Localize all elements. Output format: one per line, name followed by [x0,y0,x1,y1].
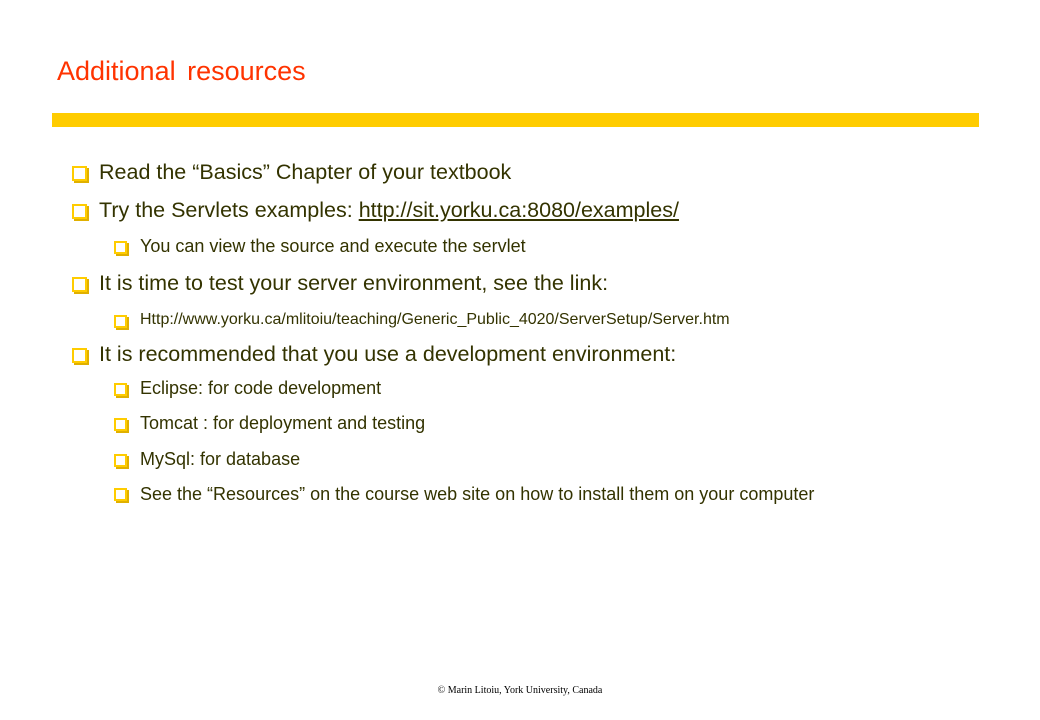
sub-bullet-item [114,449,300,470]
title-underline-bar [52,113,979,127]
sub-bullet-item [114,480,930,509]
bullet-text: It is time to test your server environment, see the link: [99,271,609,295]
sub-bullet-item [114,311,730,329]
sub-bullet-text: You can view the source and execute the servlet [140,236,526,256]
copyright-footer: © Marin Litoiu, York University, Canada [437,685,603,696]
sub-bullet-item [114,236,526,257]
servlet-examples-link[interactable]: http://sit.yorku.ca:8080/examples/ [358,198,679,222]
bullet-text: It is recommended that you use a development environment: [99,342,677,366]
bullet-item [72,160,511,185]
checkbox-bullet-icon [72,348,87,363]
sub-bullet-item [114,413,425,434]
bullet-item [72,342,676,367]
checkbox-bullet-icon [114,454,127,467]
checkbox-bullet-icon [72,166,87,181]
checkbox-bullet-icon [114,488,127,501]
server-setup-url: Http://www.yorku.ca/mlitoiu/teaching/Generic_Public_4020/ServerSetup/Server.htm [140,311,730,328]
sub-bullet-text: Tomcat : for deployment and testing [140,413,426,433]
checkbox-bullet-icon [72,204,87,219]
bullet-text [72,198,679,223]
checkbox-bullet-icon [114,418,127,431]
checkbox-bullet-icon [114,315,127,328]
sub-bullet-text: MySql: for database [140,449,301,469]
slide-title: Additional resources [57,56,306,86]
bullet-item [72,271,608,296]
bullet-prefix: Try the Servlets examples: [99,198,359,222]
checkbox-bullet-icon [114,383,127,396]
sub-bullet-item [114,378,381,399]
checkbox-bullet-icon [114,241,127,254]
checkbox-bullet-icon [72,277,87,292]
sub-bullet-text: Eclipse: for code development [140,378,382,398]
bullet-text: Read the “Basics” Chapter of your textbook [99,160,512,184]
sub-bullet-text: See the “Resources” on the course web site on how to install them on your computer [140,484,815,504]
bullet-item [72,198,679,223]
